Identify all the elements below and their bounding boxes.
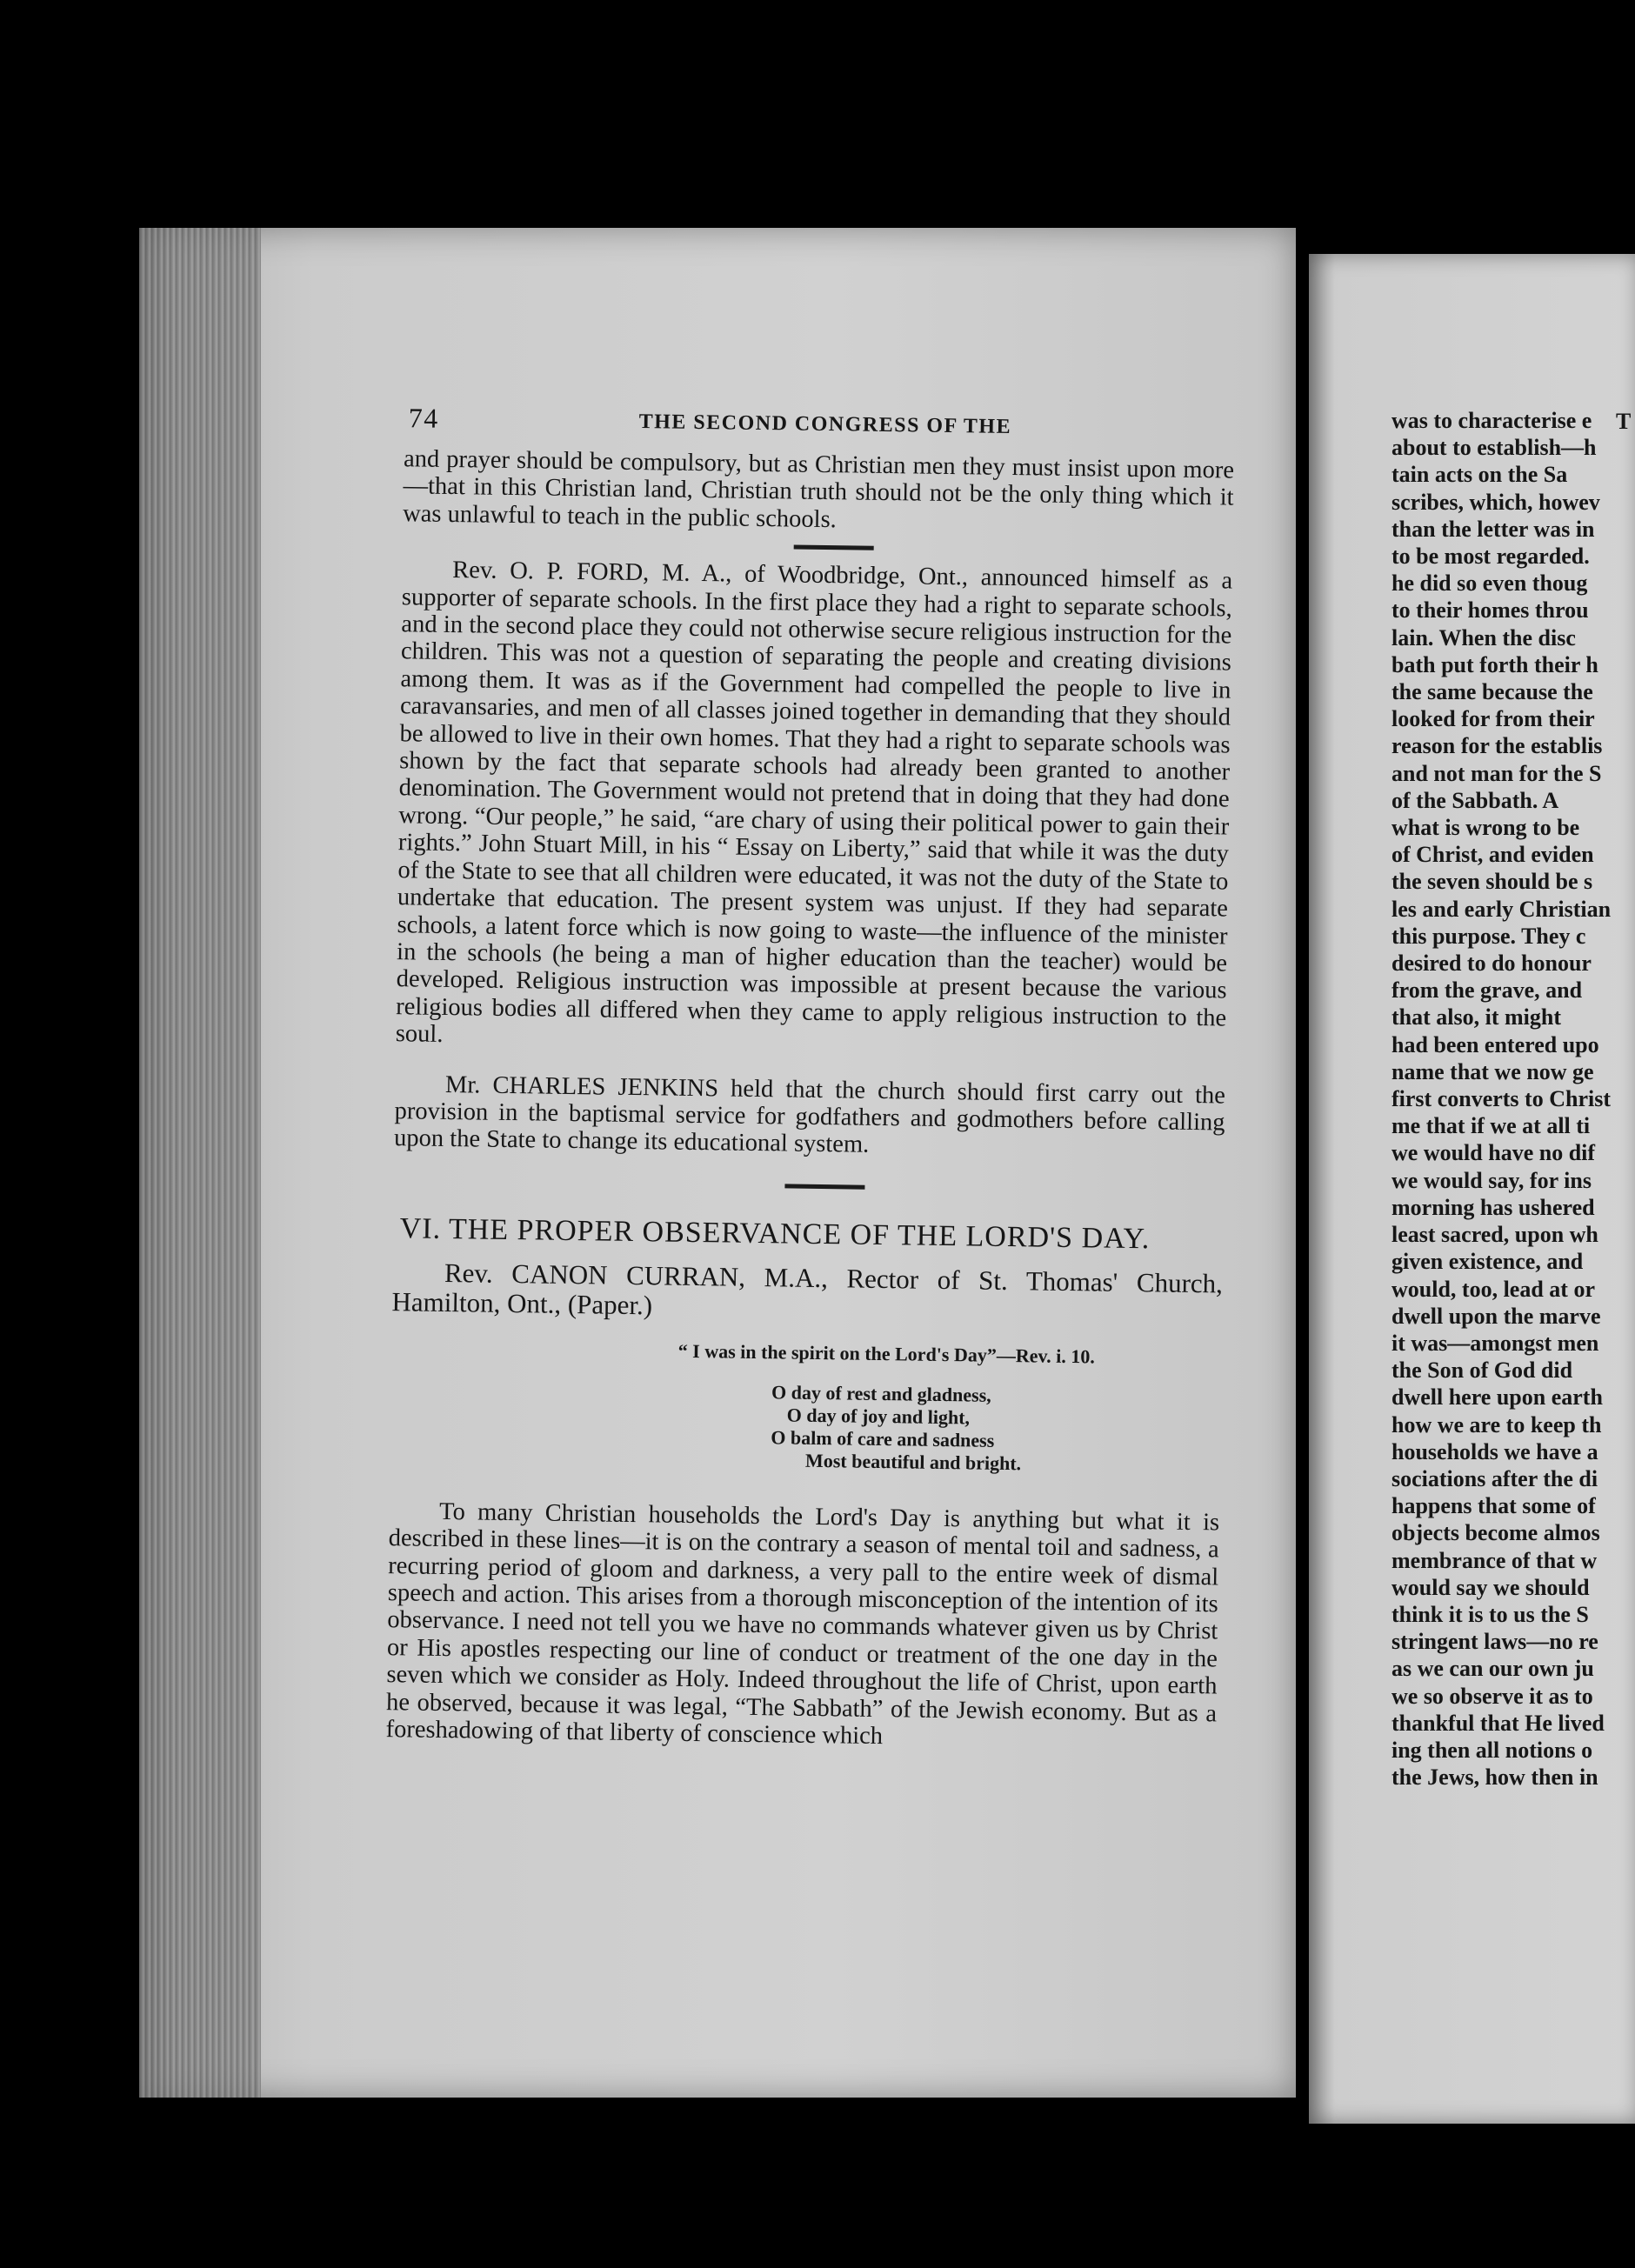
right-page-line: of Christ, and eviden [1391, 842, 1594, 868]
right-page-line: the seven should be s [1391, 869, 1593, 895]
right-page-line: and not man for the S [1391, 760, 1602, 786]
right-page-line: les and early Christian [1391, 896, 1612, 922]
right-page-line: objects become almos [1391, 1520, 1600, 1546]
right-page-line: the same because the [1391, 679, 1593, 705]
right-page-line: as we can our own ju [1391, 1656, 1594, 1682]
right-page-line: households we have a [1391, 1438, 1598, 1464]
right-page-line: first converts to Christ [1391, 1086, 1611, 1112]
right-page-line: the Jews, how then in [1391, 1764, 1598, 1791]
right-page-line: to be most regarded. [1391, 544, 1590, 570]
right-page-line: had been entered upo [1391, 1031, 1599, 1057]
poem [771, 1381, 1217, 1478]
poem-line: Most beautiful and bright. [804, 1449, 1022, 1475]
paragraph-jenkins: Mr. CHARLES JENKINS held that the church should first carry out the provision in the baptismal service for godfathers and godmothers before calling upon the State to change its educational system. [393, 1071, 1226, 1159]
right-page-text [1391, 407, 1635, 1791]
right-page-line: least sacred, upon wh [1391, 1222, 1598, 1248]
right-page-line: sociations after the di [1391, 1465, 1598, 1491]
right-page-line: we so observe it as to [1391, 1683, 1593, 1709]
right-page-line: given existence, and [1391, 1249, 1584, 1275]
right-page-line: he did so even thoug [1391, 570, 1588, 597]
poem-line: O day of rest and gladness, [771, 1380, 991, 1406]
section-divider [784, 1184, 864, 1189]
byline: Rev. CANON CURRAN, M.A., Rector of St. Thomas' Church, Hamilton, Ont., (Paper.) [391, 1257, 1224, 1321]
right-page-line: desired to do honour [1391, 951, 1592, 977]
right-page-line: dwell here upon earth [1391, 1384, 1603, 1411]
right-page-line: we would say, for ins [1391, 1167, 1592, 1193]
right-page-line: to their homes throu [1391, 597, 1589, 624]
right-page-line: think it is to us the S [1391, 1601, 1589, 1627]
right-page-line: the Son of God did [1391, 1357, 1573, 1384]
right-page-line: that also, it might [1391, 1004, 1561, 1031]
right-page-line: would, too, lead at or [1391, 1276, 1595, 1302]
right-page-line: stringent laws—no re [1391, 1629, 1598, 1655]
section-heading: VI. THE PROPER OBSERVANCE OF THE LORD'S DAY. [399, 1212, 1151, 1256]
right-page-line: dwell upon the marve [1391, 1303, 1601, 1329]
right-page-line: how we are to keep th [1391, 1411, 1602, 1438]
left-page-text [246, 400, 1235, 1755]
poem-line: O day of joy and light, [786, 1404, 971, 1429]
right-page-line: this purpose. They c [1391, 923, 1586, 949]
right-page-line: what is wrong to be [1391, 815, 1580, 841]
right-page-line: from the grave, and [1391, 977, 1583, 1004]
right-page-line: morning has ushered [1391, 1194, 1595, 1220]
paragraph-curran: To many Christian households the Lord's Day is anything but what it is described in these lines—it is on the contrary a season of mental toil and sadness, a recurring period of gloom and darkness, a very pall to the entire week of dismal speech and action. This arises from a thorough misconception of the intention of its observance. I need not tell you we have no commands whatever given us by Christ or His apostles respecting our line of conduct or treatment of the one day in the seven which we consider as Holy. Indeed throughout the life of Christ, upon earth he observed, because it was legal, “The Sabbath” of the Jewish economy. But as a foreshadowing of that liberty of conscience which [385, 1498, 1220, 1751]
right-page-line: would say we should [1391, 1574, 1590, 1600]
right-page-line: lain. When the disc [1391, 624, 1576, 650]
right-page-line: scribes, which, howev [1391, 489, 1600, 515]
page-edges [139, 228, 261, 2098]
right-page-line: than the letter was in [1391, 516, 1595, 542]
right-page-line: about to establish—h [1391, 435, 1597, 461]
right-running-head: T [1616, 409, 1632, 434]
right-page-line: reason for the establis [1391, 733, 1603, 759]
right-page-line: membrance of that w [1391, 1547, 1598, 1573]
right-page-line: me that if we at all ti [1391, 1113, 1591, 1139]
right-page-line: it was—amongst men [1391, 1330, 1599, 1356]
right-page-line: of the Sabbath. A [1391, 787, 1559, 813]
right-page-line: name that we now ge [1391, 1058, 1594, 1084]
right-page-line: thankful that He lived [1391, 1710, 1605, 1736]
right-page-line: happens that some of [1391, 1493, 1596, 1519]
poem-line: O balm of care and sadness [771, 1425, 995, 1451]
paragraph-ford: Rev. O. P. FORD, M. A., of Woodbridge, Ont., announced himself as a supporter of separate schools. In the first place they had a right to separate schools, and in the second place they could not otherwise secure religious instruction for the children. This was not a question of separating the people and creating divisions among them. It was as if the Government had compelled the people to live in caravansaries, and men of all classes joined together in demanding that they should be allowed to live in their own homes. That they had a right to separate schools was shown by the fact that separate schools had already been granted to another denomination. The Government would not pretend that in doing that they had done wrong. “Our people,” he said, “are chary of using their political power to gain their rights.” John Stuart Mill, in his “ Essay on Liberty,” said that while it was the duty of the State to see that all children were educated, it was not the duty of the State to undertake that education. The present system was unjust. If they had separate schools, a latent force which is now going to waste—the influence of the minister in the schools (he being a man of higher education than the teacher) would be developed. Religious instruction was impossible at present because the various religious bodies all differed when they came to apply religious instruction to the soul. [395, 557, 1233, 1049]
right-page-line: ing then all notions o [1391, 1737, 1593, 1763]
epigraph: “ I was in the spirit on the Lord's Day”—Rev. i. 10. [677, 1339, 1096, 1368]
right-page-line: tain acts on the Sa [1391, 462, 1568, 488]
right-page-line: looked for from their [1391, 706, 1595, 732]
running-title: THE SECOND CONGRESS OF THE [638, 410, 1012, 438]
section-divider [794, 545, 874, 550]
paragraph-prayer: and prayer should be compulsory, but as Christian men they must insist upon more—that in this Christian land, Christian truth should not be the only thing which it was unlawful to teach in the public schools. [402, 445, 1235, 533]
right-page-line: bath put forth their h [1391, 651, 1598, 677]
right-page-line: we would have no dif [1391, 1140, 1596, 1166]
page-number: 74 [408, 402, 439, 434]
right-page-line: was to characterise e [1391, 408, 1592, 433]
